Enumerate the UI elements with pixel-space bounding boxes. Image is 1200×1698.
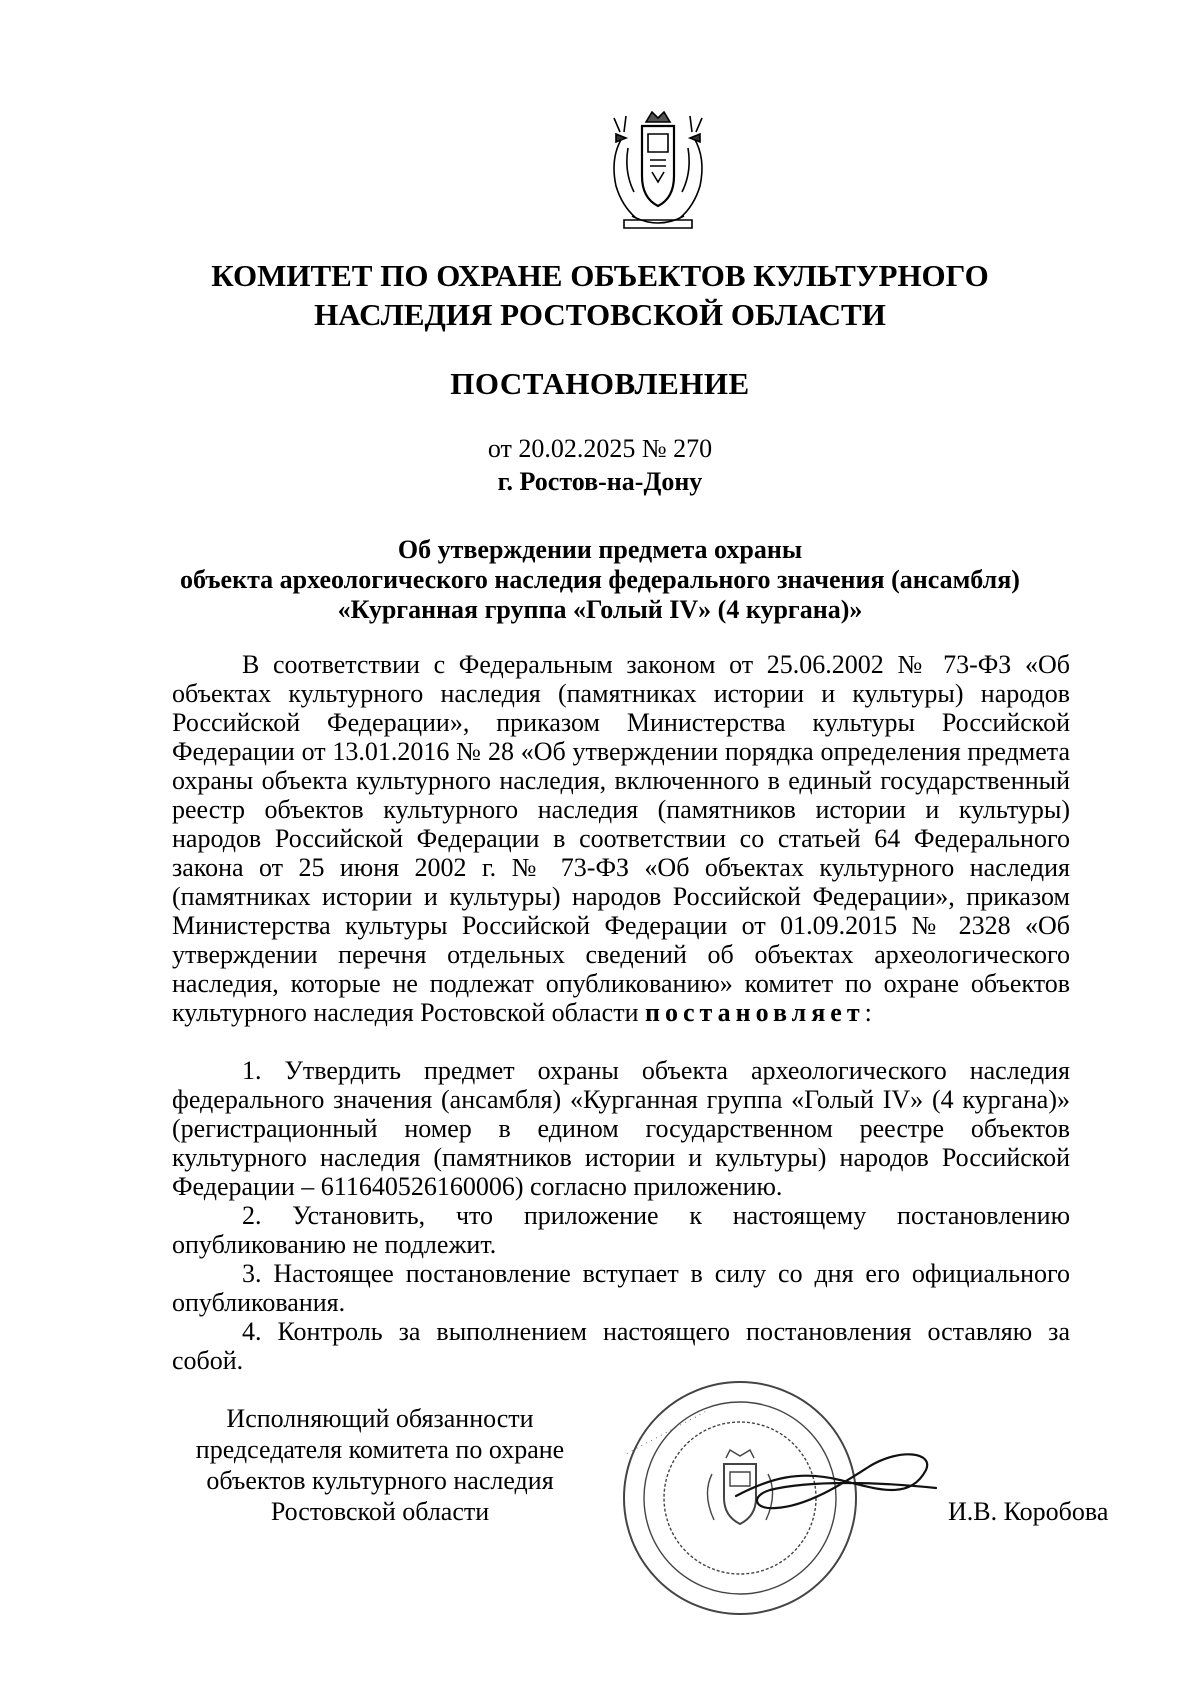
organization-name-line: НАСЛЕДИЯ РОСТОВСКОЙ ОБЛАСТИ <box>314 297 886 332</box>
item-paragraph: 2. Установить, что приложение к настоящему постановлению опубликованию не подлежит. <box>172 1201 1070 1259</box>
position-line: Исполняющий обязанности <box>226 1404 534 1433</box>
rostov-coat-of-arms-icon <box>602 108 714 236</box>
svg-text:· · · · · · · · · · · · · · ·: · · · · · · · · · · · · · · · · · <box>623 1406 709 1458</box>
document-type: ПОСТАНОВЛЕНИЕ <box>450 366 750 401</box>
document-title <box>150 535 1050 625</box>
position-line: председателя комитета по охране <box>195 1435 565 1464</box>
document-body <box>172 650 1070 1375</box>
item-paragraph: 1. Утвердить предмет охраны объекта археологического наследия федерального значения (ансамбля) «Курганная группа «Голый IV» (4 кургана)» (регистрационный номер в едином государственном реестре объектов культурного наследия (памятников истории и культуры) народов Российской Федерации – 611640526160006) согласно приложению. <box>172 1056 1070 1201</box>
decree-colon: : <box>864 998 872 1027</box>
decree-word: постановляет <box>645 998 865 1027</box>
document-number: от 20.02.2025 № 270 <box>487 434 713 463</box>
position-line: объектов культурного наследия <box>206 1466 554 1495</box>
preamble-text: В соответствии с Федеральным законом от 25.06.2002 № 73-ФЗ «Об объектах культурного наследия (памятниках истории и культуры) народов Российской Федерации», приказом Министерства культуры Российской Федерации от 13.01.2016 № 28 «Об утверждении порядка определения предмета охраны объекта культурного наследия, включенного в единый государственный реестр объектов культурного наследия (памятников истории и культуры) народов Российской Федерации в соответствии со статьей 64 Федерального закона от 25 июня 2002 г. № 73-ФЗ «Об объектах культурного наследия (памятниках истории и культуры) народов Российской Федерации», приказом Министерства культуры Российской Федерации от 01.09.2015 № 2328 «Об утверждении перечня отдельных сведений об объектах археологического наследия, которые не подлежат опубликованию» комитет по охране объектов культурного наследия Ростовской области <box>172 650 1070 1027</box>
item-paragraph: 3. Настоящее постановление вступает в силу со дня его официального опубликования. <box>172 1259 1070 1317</box>
document-city: г. Ростов-на-Дону <box>497 467 703 496</box>
title-line: объекта археологического наследия федерального значения (ансамбля) <box>180 565 1020 594</box>
position-line: Ростовской области <box>270 1497 490 1526</box>
signatory-name: И.В. Коробова <box>948 1497 1109 1526</box>
title-line: «Курганная группа «Голый IV» (4 кургана)» <box>337 595 863 624</box>
preamble-paragraph <box>172 650 1070 1027</box>
signatory-position <box>160 1403 600 1527</box>
handwritten-signature <box>730 1430 940 1520</box>
title-line: Об утверждении предмета охраны <box>397 535 803 564</box>
item-paragraph: 4. Контроль за выполнением настоящего постановления оставляю за собой. <box>172 1317 1070 1375</box>
organization-name-line: КОМИТЕТ ПО ОХРАНЕ ОБЪЕКТОВ КУЛЬТУРНОГО <box>211 258 989 293</box>
organization-name <box>150 256 1050 334</box>
